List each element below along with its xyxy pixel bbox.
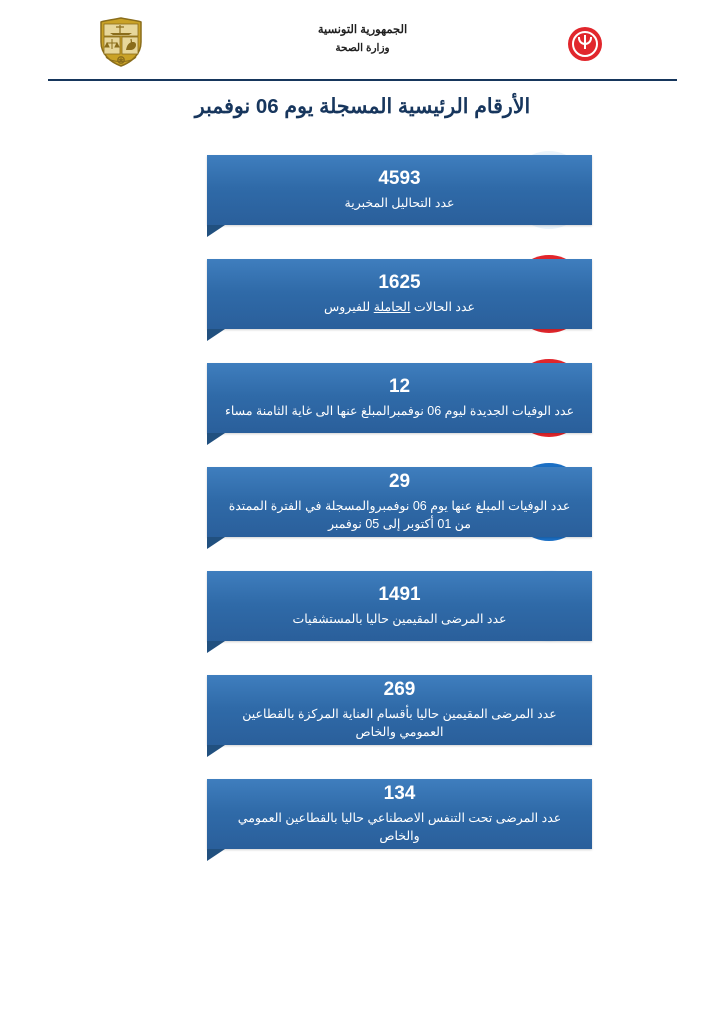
stat-value: 269 [383,678,416,700]
stat-label: عدد المرضى المقيمين حاليا بالمستشفيات [292,611,507,626]
list-item [0,147,725,233]
ministry-of-health-logo [568,27,602,61]
stat-banner [207,779,592,849]
stat-value: 29 [388,470,411,492]
stat-label: عدد الوفيات الجديدة ليوم 06 نوفمبرالمبلغ عنها الى غاية الثامنة مساء [224,403,575,418]
stat-label: عدد المرضى المقيمين حاليا بأقسام العناية المركزة بالقطاعين العمومي والخاص [242,706,557,739]
ministry-name: وزارة الصحة [335,41,390,54]
stat-label: عدد التحاليل المخبرية [344,195,455,210]
stat-banner [207,155,592,225]
stat-banner [207,467,592,537]
list-item [0,667,725,753]
header-divider [48,79,677,81]
list-item [0,771,725,857]
republic-name: الجمهورية التونسية [317,24,408,37]
stat-label-part-1: عدد الحالات [410,299,476,314]
list-item [0,563,725,649]
header-text-block [318,21,407,56]
stat-label [310,298,489,316]
stat-label-part-2: للفيروس [324,299,374,314]
stat-banner [207,675,592,745]
stat-label: عدد المرضى تحت التنفس الاصطناعي حاليا بالقطاعين العمومي والخاص [237,810,562,843]
logo-inner-mark [572,31,598,57]
list-item [0,251,725,337]
stat-value: 4593 [378,168,421,190]
stat-value: 12 [388,376,411,398]
stat-banner [207,363,592,433]
tunisia-national-emblem [98,16,144,68]
list-item [0,355,725,441]
stat-banner [207,259,592,329]
page-title: الأرقام الرئيسية المسجلة يوم 06 نوفمبر [194,95,531,118]
stat-value: 1491 [378,584,421,606]
stat-banner [207,571,592,641]
stat-label: عدد الوفيات المبلغ عنها يوم 06 نوفمبروالمسجلة في الفترة الممتدة من 01 أكتوبر إلى 05 نوفمبر [228,498,571,531]
list-item [0,459,725,545]
stat-label-underlined: الحاملة [373,299,411,314]
stat-value: 1625 [378,272,421,294]
document-header [0,0,725,78]
statistics-list [0,147,725,857]
stat-value: 134 [383,782,416,804]
